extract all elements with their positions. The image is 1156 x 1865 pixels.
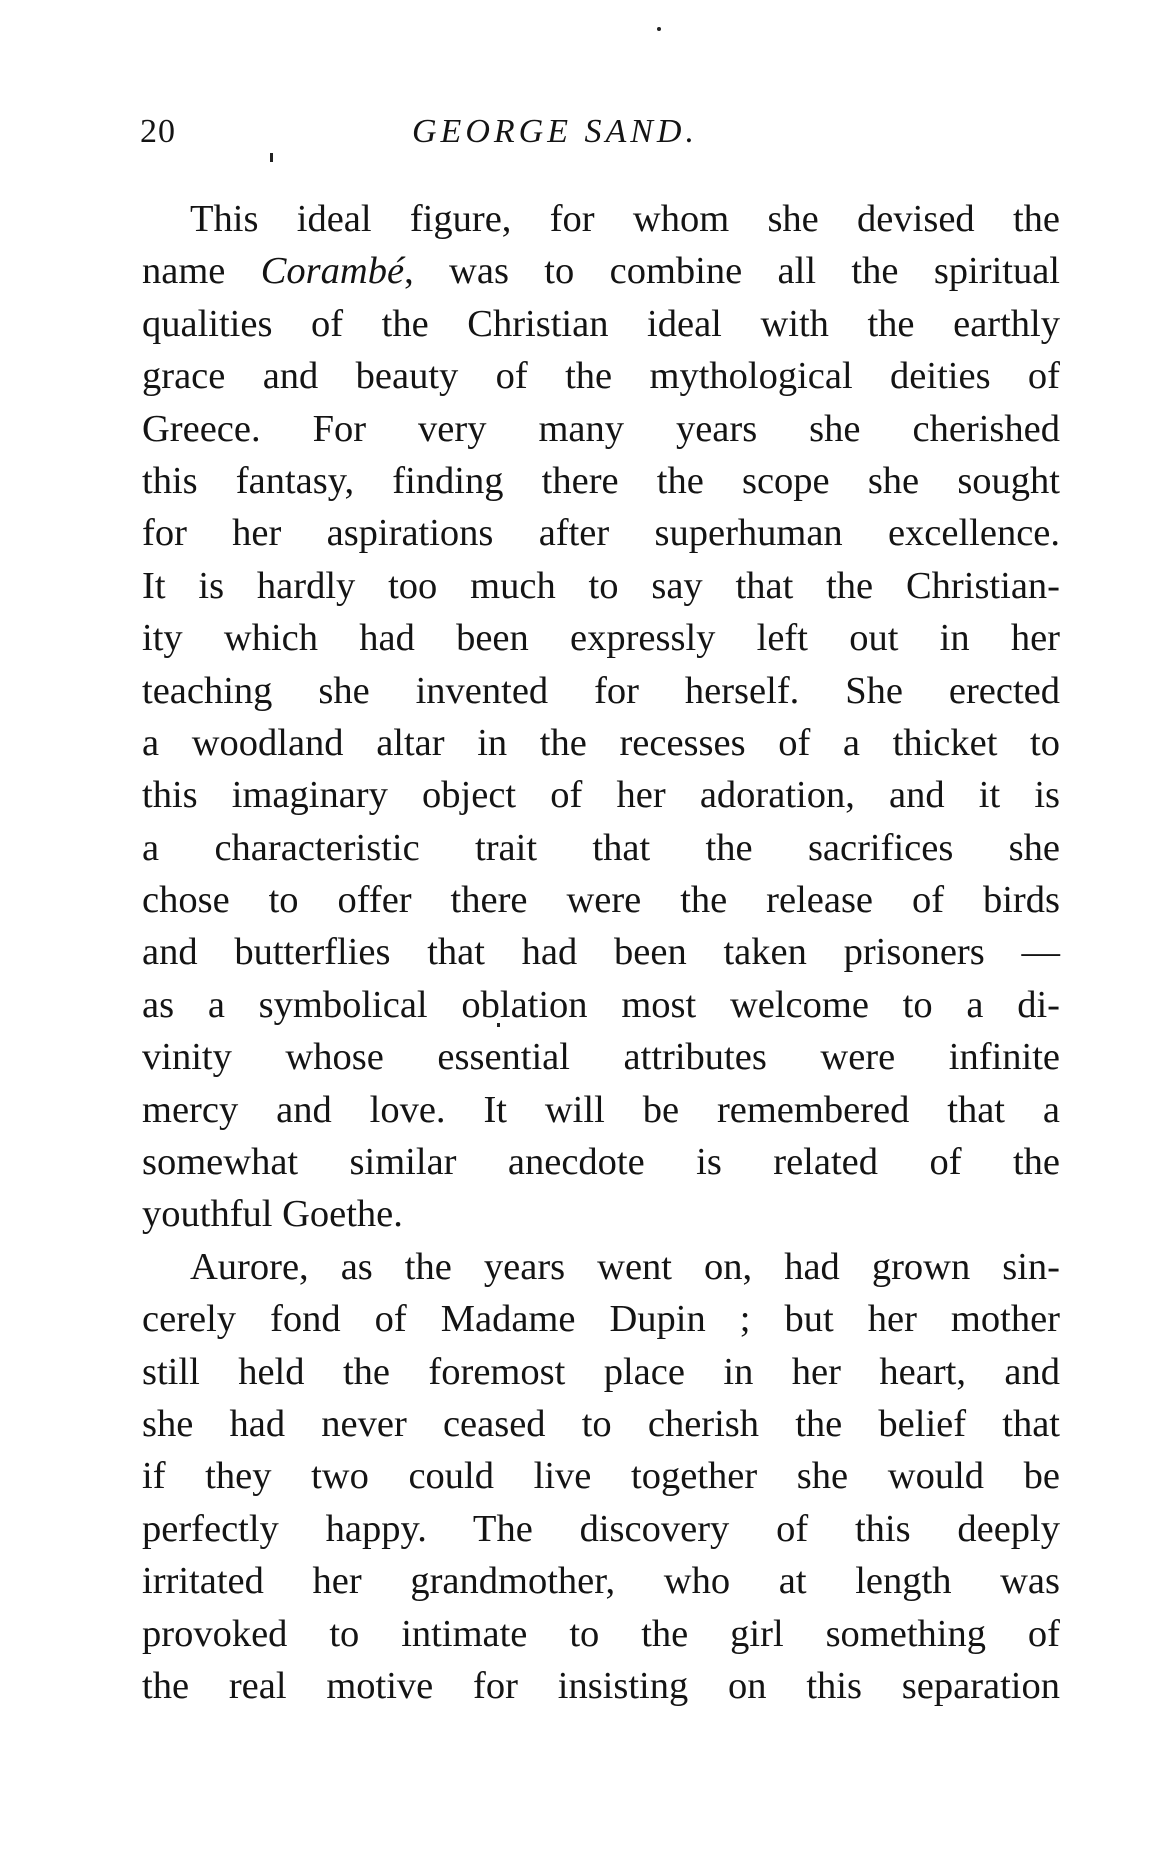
text-line: vinity whose essential attributes were infinite bbox=[142, 1036, 1060, 1079]
paragraph-2 bbox=[142, 1241, 1060, 1713]
text-line: name Corambé, was to combine all the spiritual bbox=[142, 250, 1060, 293]
text-line: for her aspirations after superhuman excellence. bbox=[142, 512, 1060, 555]
text-line: this imaginary object of her adoration, and it is bbox=[142, 774, 1060, 817]
text-line: irritated her grandmother, who at length was bbox=[142, 1560, 1060, 1603]
text-line: a characteristic trait that the sacrifices she bbox=[142, 826, 1060, 869]
text-line: This ideal figure, for whom she devised the bbox=[190, 198, 1060, 240]
text-line: provoked to intimate to the girl something of bbox=[142, 1612, 1060, 1655]
text-line: Aurore, as the years went on, had grown sin- bbox=[190, 1245, 1060, 1288]
text-line: this fantasy, finding there the scope she sought bbox=[142, 459, 1060, 502]
text-line: chose to offer there were the release of birds bbox=[142, 879, 1060, 922]
text-line: she had never ceased to cherish the belief that bbox=[142, 1402, 1060, 1445]
text-line: youthful Goethe. bbox=[142, 1193, 403, 1236]
text-line: the real motive for insisting on this separation bbox=[142, 1664, 1060, 1707]
paragraph-1 bbox=[142, 193, 1060, 1241]
page-number: 20 bbox=[140, 113, 176, 150]
text-line: mercy and love. It will be remembered that a bbox=[142, 1088, 1060, 1131]
running-title: GEORGE SAND. bbox=[412, 113, 698, 150]
text-line: cerely fond of Madame Dupin ; but her mother bbox=[142, 1298, 1060, 1341]
text-line: still held the foremost place in her heart, and bbox=[142, 1350, 1060, 1393]
text-line: Greece. For very many years she cherished bbox=[142, 407, 1060, 450]
body-text bbox=[142, 193, 1060, 1712]
running-header bbox=[140, 112, 1060, 162]
text-line: if they two could live together she would be bbox=[142, 1455, 1060, 1498]
text-line: a woodland altar in the recesses of a thicket to bbox=[142, 721, 1060, 764]
text-line: grace and beauty of the mythological deities of bbox=[142, 355, 1060, 398]
text-line: ity which had been expressly left out in her bbox=[142, 617, 1060, 660]
text-line: as a symbolical oblation most welcome to a di- bbox=[142, 983, 1060, 1026]
text-line: qualities of the Christian ideal with the earthly bbox=[142, 302, 1060, 345]
text-line: perfectly happy. The discovery of this deeply bbox=[142, 1507, 1060, 1550]
text-line: somewhat similar anecdote is related of the bbox=[142, 1141, 1060, 1184]
text-line: teaching she invented for herself. She erected bbox=[142, 669, 1060, 712]
ink-speck-top bbox=[657, 27, 661, 31]
text-line: and butterflies that had been taken prisoners — bbox=[142, 931, 1060, 974]
italic-name: Corambé bbox=[260, 250, 405, 293]
text-line: It is hardly too much to say that the Christian- bbox=[142, 564, 1060, 607]
